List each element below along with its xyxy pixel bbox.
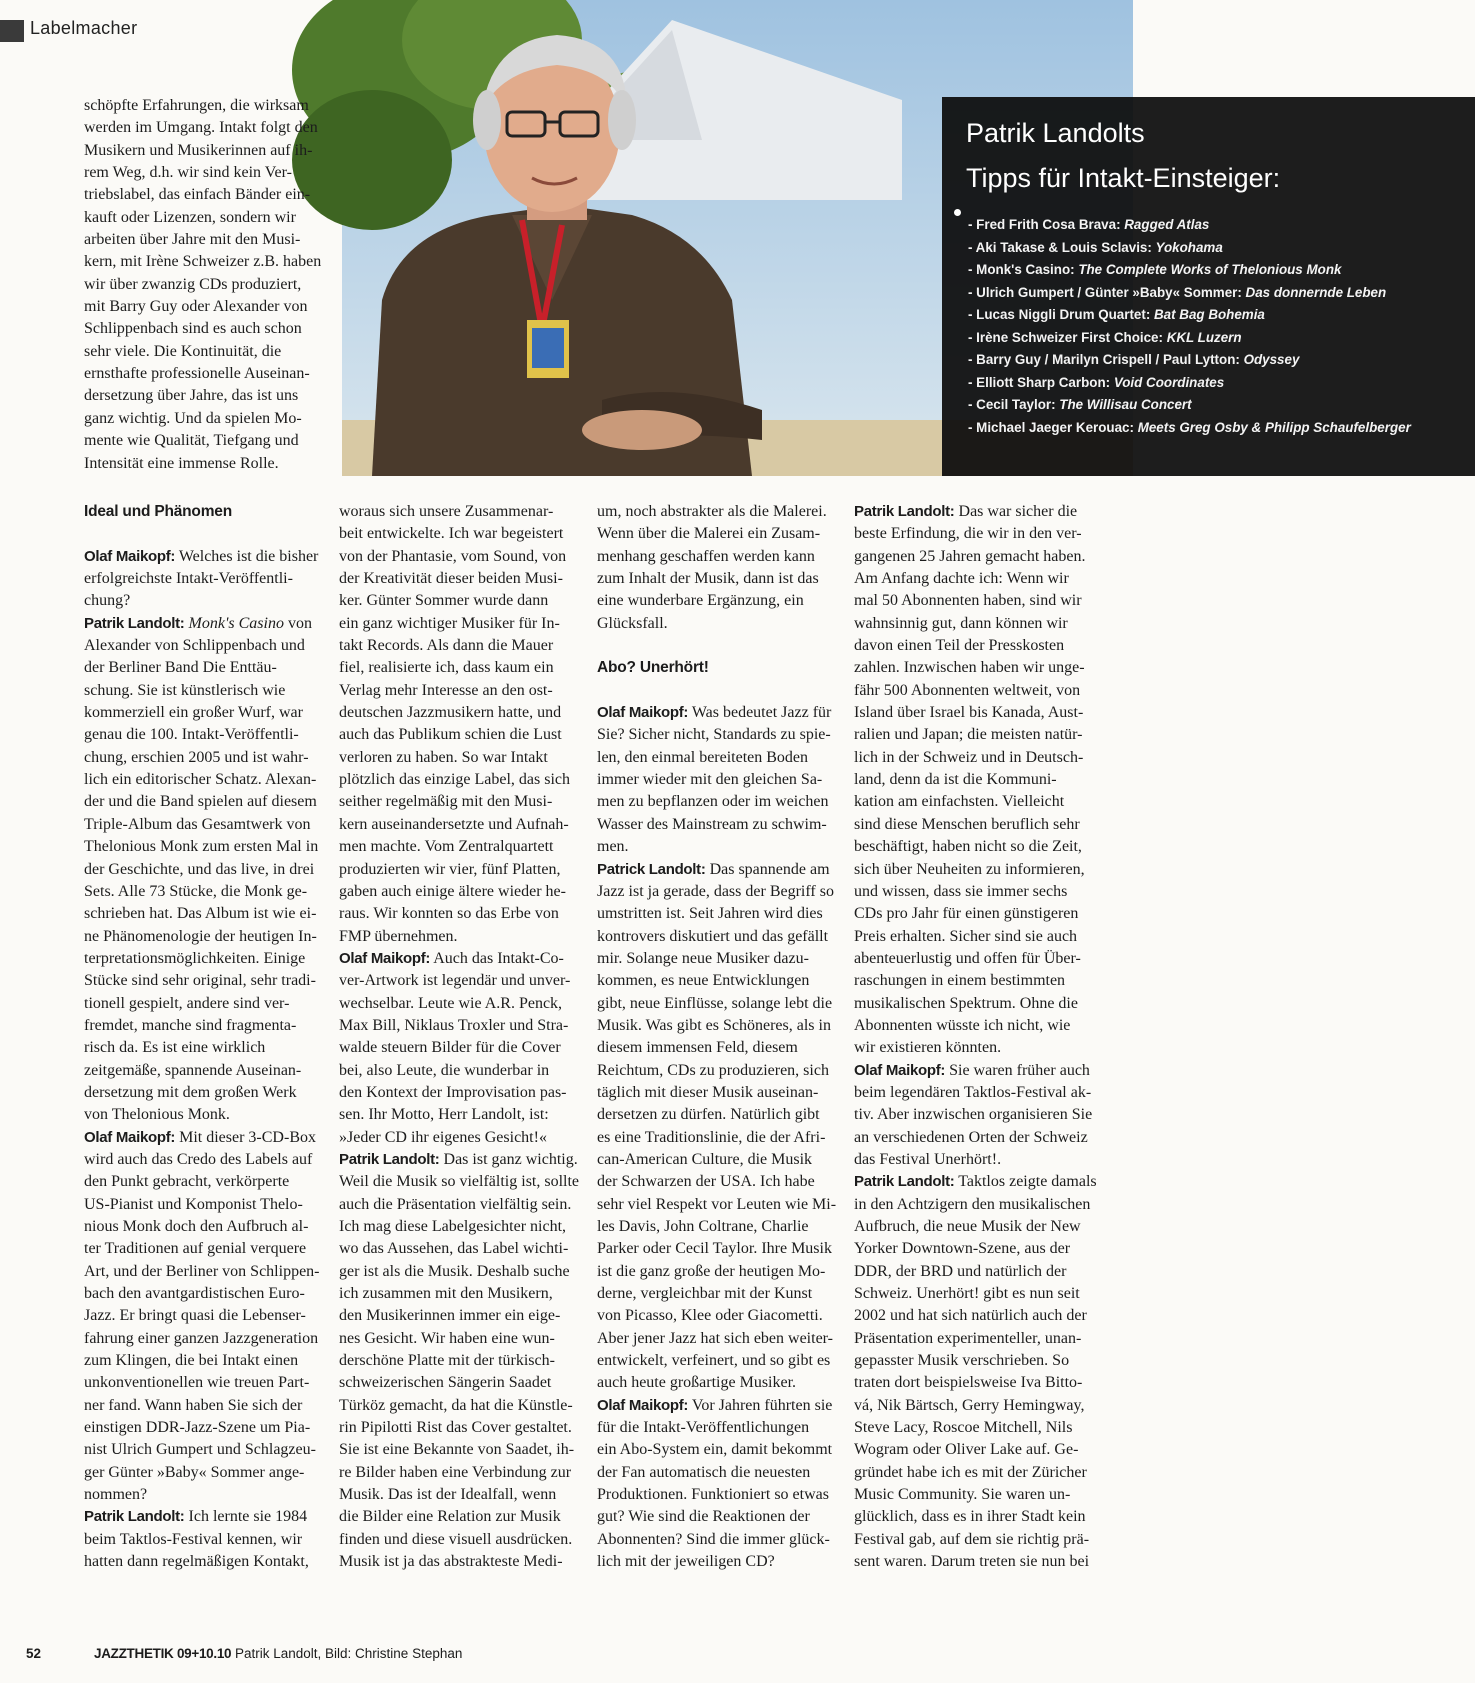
intro-text <box>84 95 329 475</box>
text-line: woraus sich unsere Zusammenar- <box>339 503 554 520</box>
text-line: deutschen Jazzmusikern hatte, und <box>339 704 562 722</box>
tips-item-artist: - Cecil Taylor: <box>968 397 1060 412</box>
text-line: umstritten ist. Seit Jahren wird dies <box>597 905 823 923</box>
text-line: nist Ulrich Gumpert und Schlagzeu- <box>84 1441 316 1459</box>
text-line: les Davis, John Coltrane, Charlie <box>597 1218 809 1235</box>
speaker-label: Patrik Landolt: <box>84 1508 185 1526</box>
text-line: Verlag mehr Interesse an den ost- <box>339 681 553 699</box>
tips-item-artist: - Fred Frith Cosa Brava: <box>968 217 1125 232</box>
section-label: Labelmacher <box>30 18 138 38</box>
text-line: gibt, neue Einflüsse, solange lebt die <box>597 994 833 1012</box>
tips-item-artist: - Monk's Casino: <box>968 262 1079 277</box>
text-line: Parker oder Cecil Taylor. Ihre Musik <box>597 1240 832 1258</box>
tips-title <box>966 111 1280 201</box>
text-run: Was bedeutet Jazz für <box>688 704 832 722</box>
text-line: unkonventionellen wie treuen Part- <box>84 1374 310 1392</box>
text-line: Sets. Alle 73 Stücke, die Monk ge- <box>84 882 308 900</box>
text-line: seither regelmäßig mit den Musi- <box>339 793 553 811</box>
tips-item <box>968 282 1411 305</box>
text-line: eine wunderbare Ergänzung, ein <box>597 592 804 610</box>
tips-item-work: The Complete Works of Thelonious Monk <box>1078 262 1342 277</box>
section-tab-marker <box>0 20 24 42</box>
question-text <box>339 970 584 1149</box>
text-line: ne Phänomenologie der heutigen In- <box>84 927 317 945</box>
text-line: der Berliner Band Die Enttäu- <box>84 659 277 677</box>
tips-item-work: Bat Bag Bohemia <box>1154 307 1265 322</box>
text-line: täglich mit dieser Musik auseinan- <box>597 1083 819 1101</box>
text-line: 2002 und hat sich natürlich auch der <box>854 1307 1087 1325</box>
text-line: tiv. Aber inzwischen organisieren Sie <box>854 1106 1093 1124</box>
text-line: Max Bill, Niklaus Troxler und Stra- <box>339 1016 569 1034</box>
text-line: kontrovers diskutiert und das gefällt <box>597 927 829 945</box>
tips-item-work: Odyssey <box>1243 352 1300 367</box>
text-line: auch die Präsentation vielfältig sein. <box>339 1195 572 1213</box>
text-line: menhang geschaffen werden kann <box>597 547 815 565</box>
article-column-4 <box>854 501 1099 1574</box>
text-line: Festival gab, auf dem sie richtig prä- <box>854 1530 1090 1548</box>
text-line: Wenn über die Malerei ein Zusam- <box>597 525 821 543</box>
page-number: 52 <box>26 1646 42 1661</box>
bullet-dot-icon <box>954 209 961 216</box>
text-line: Weil die Musik so vielfältig ist, sollte <box>339 1173 580 1191</box>
text-line: terpretationsmöglichkeiten. Einige <box>84 949 306 967</box>
text-line: der Schwarzen der USA. Ich habe <box>597 1173 815 1191</box>
text-line: land, denn da ist die Kommuni- <box>854 771 1057 789</box>
text-line: Reichtum, CDs zu produzieren, sich <box>597 1061 829 1079</box>
text-line: nes Gesicht. Wir haben eine wun- <box>339 1329 555 1347</box>
tips-item <box>968 214 1411 237</box>
text-line: rin Pipilotti Rist das Cover gestaltet. <box>339 1419 572 1437</box>
text-line: zum Klingen, die bei Intakt einen <box>84 1352 299 1370</box>
text-line: an verschiedenen Orten der Schweiz <box>854 1128 1088 1146</box>
text-line: Jazz ist ja gerade, dass der Begriff so <box>597 882 834 900</box>
tips-item <box>968 372 1411 395</box>
tips-item-work: The Willisau Concert <box>1059 397 1192 412</box>
text-line: lich mit der jeweiligen CD? <box>597 1553 775 1571</box>
text-line: raschungen in einem bestimmten <box>854 972 1066 990</box>
text-line: Jazz. Er bringt quasi die Lebenser- <box>84 1307 306 1325</box>
text-line: um, noch abstrakter als die Malerei. <box>597 503 827 520</box>
text-line: auch das Publikum schien die Lust <box>339 726 562 744</box>
text-line: takt Records. Als dann die Mauer <box>339 637 554 655</box>
text-line: beim legendären Taktlos-Festival ak- <box>854 1083 1092 1101</box>
text-line: der Kreativität dieser beiden Musi- <box>339 570 563 588</box>
text-line: den Punkt gebracht, verkörperte <box>84 1173 290 1191</box>
answer-text <box>854 523 1099 1059</box>
speaker-label: Olaf Maikopf: <box>597 1396 689 1414</box>
tips-list <box>968 214 1411 439</box>
text-line: und wissen, dass sie immer sechs <box>854 882 1068 900</box>
text-line: gaben auch einige ältere wieder he- <box>339 882 566 900</box>
text-line: Abonnenten wüsste ich nicht, wie <box>854 1016 1071 1034</box>
section-heading: Ideal und Phänomen <box>84 503 232 520</box>
text-line: auch heute großartige Musiker. <box>597 1374 797 1392</box>
text-line: ger Günter »Baby« Sommer ange- <box>84 1463 305 1481</box>
tips-item <box>968 394 1411 417</box>
tips-item <box>968 327 1411 350</box>
text-line: sehr viele. Die Kontinuität, die <box>84 342 282 360</box>
text-line: fiel, realisierte ich, dass kaum ein <box>339 659 554 677</box>
text-line: CDs pro Jahr für einen günstigeren <box>854 905 1079 923</box>
answer-first-line <box>854 1171 1099 1193</box>
text-line: der Fan automatisch die neuesten <box>597 1463 811 1481</box>
text-line: Wogram oder Oliver Lake auf. Ge- <box>854 1441 1079 1459</box>
album-title: Monk's Casino <box>184 614 284 632</box>
speaker-label: Patrik Landolt: <box>339 1150 440 1168</box>
answer-first-line <box>597 859 842 881</box>
photo-credit: Patrik Landolt, Bild: Christine Stephan <box>231 1646 463 1661</box>
text-line: walde steuern Bilder für die Cover <box>339 1039 561 1057</box>
text-line: fahrung einer ganzen Jazzgeneration <box>84 1329 319 1347</box>
text-line: Musik. Was gibt es Schöneres, als in <box>597 1016 831 1034</box>
text-line: Schlippenbach sind es auch schon <box>84 320 302 338</box>
text-line: dersetzung über Jahre, das ist uns <box>84 387 299 405</box>
text-line: wir über zwanzig CDs produziert, <box>84 275 302 293</box>
tips-box <box>942 97 1475 476</box>
tips-item <box>968 349 1411 372</box>
tips-item-artist: - Elliott Sharp Carbon: <box>968 374 1114 390</box>
question-text <box>597 1417 842 1573</box>
text-line: erfolgreichste Intakt-Veröffentli- <box>84 570 293 588</box>
text-line: abenteuerlustig und offen für Über- <box>854 949 1081 967</box>
text-line: Island über Israel bis Kanada, Aust- <box>854 704 1084 722</box>
text-line: rem Weg, d.h. wir sind kein Ver- <box>84 164 292 182</box>
text-line: Schweiz. Unerhört! gibt es nun seit <box>854 1285 1080 1303</box>
text-line: Ich mag diese Labelgesichter nicht, <box>339 1218 567 1235</box>
text-line: Musik. Das ist der Idealfall, wenn <box>339 1486 557 1504</box>
speaker-label: Olaf Maikopf: <box>854 1061 946 1079</box>
tips-item-work: KKL Luzern <box>1166 329 1242 345</box>
speaker-label: Olaf Maikopf: <box>597 704 689 722</box>
text-line: nommen? <box>84 1486 148 1504</box>
text-line: Music Community. Sie waren un- <box>854 1486 1071 1504</box>
text-line: men zu bepflanzen oder im weichen <box>597 793 829 811</box>
question-first-line <box>597 1395 842 1417</box>
text-line: can-American Culture, die Musik <box>597 1150 813 1168</box>
text-line: men machte. Vom Zentralquartett <box>339 838 554 856</box>
text-line: kommen, es neue Entwicklungen <box>597 972 810 990</box>
text-line: triebslabel, das einfach Bänder ein- <box>84 186 311 204</box>
speaker-label: Patrik Landolt: <box>854 1173 955 1191</box>
text-line: ker. Günter Sommer wurde dann <box>339 592 549 610</box>
text-run: Ich lernte sie 1984 <box>184 1508 308 1526</box>
text-line: fremdet, manche sind fragmenta- <box>84 1016 297 1034</box>
question-text <box>84 1149 329 1507</box>
text-line: vá, Nik Bärtsch, Gerry Hemingway, <box>854 1396 1085 1414</box>
text-line: den Kontext der Improvisation pas- <box>339 1083 567 1101</box>
text-line: diesem immensen Feld, diesem <box>597 1039 798 1057</box>
text-line: die Bilder eine Relation zur Musik <box>339 1508 561 1526</box>
answer-first-line <box>84 1506 329 1528</box>
text-line: beschäftigt, haben nicht so die Zeit, <box>854 838 1082 856</box>
tips-item-work: Ragged Atlas <box>1124 217 1210 232</box>
text-run: Taktlos zeigte damals <box>954 1173 1097 1191</box>
question-text <box>84 568 329 613</box>
tips-item-artist: - Irène Schweizer First Choice: <box>968 329 1167 345</box>
text-line: risch da. Es ist eine wirklich <box>84 1039 266 1057</box>
text-line: re Bilder haben eine Verbindung zur <box>339 1463 572 1481</box>
text-line: entwickelt, verfeinert, und so gibt es <box>597 1352 831 1370</box>
text-line: wo das Aussehen, das Label wichti- <box>339 1240 569 1258</box>
text-line: verloren zu haben. So war Intakt <box>339 748 548 766</box>
text-line: wahnsinnig gut, dann können wir <box>854 614 1068 632</box>
text-line: mente wie Qualität, Tiefgang und <box>84 432 299 450</box>
speaker-label: Patrick Landolt: <box>597 860 706 878</box>
text-line: gangenen 25 Jahren gemacht haben. <box>854 547 1086 565</box>
text-line: Preis erhalten. Sicher sind sie auch <box>854 927 1078 945</box>
text-line: Aber jener Jazz hat sich eben weiter- <box>597 1329 833 1347</box>
intro-column <box>84 95 329 475</box>
tips-item <box>968 304 1411 327</box>
text-line: sich über Neuheiten zu informieren, <box>854 860 1085 878</box>
text-line: Musikern und Musikerinnen auf ih- <box>84 141 313 159</box>
question-text <box>597 724 842 858</box>
text-line: Alexander von Schlippenbach und <box>84 637 305 655</box>
text-line: zahlen. Inzwischen haben wir unge- <box>854 659 1085 677</box>
text-line: für die Intakt-Veröffentlichungen <box>597 1419 810 1437</box>
text-line: der und die Band spielen auf diesem <box>84 793 317 811</box>
text-line: zeitgemäße, spannende Auseinan- <box>84 1061 302 1079</box>
text-line: werden im Umgang. Intakt folgt den <box>84 119 318 137</box>
article-column-2 <box>339 501 584 1574</box>
text-line: nious Monk doch den Aufbruch al- <box>84 1218 309 1235</box>
text-line: bach den avantgardistischen Euro- <box>84 1285 305 1303</box>
text-line: Wasser des Mainstream zu schwim- <box>597 815 827 833</box>
text-line: zum Inhalt der Musik, dann ist das <box>597 570 819 588</box>
text-line: ver-Artwork ist legendär und unver- <box>339 972 571 990</box>
text-line: Intensität eine immense Rolle. <box>84 454 279 472</box>
text-line: genau die 100. Intakt-Veröffentli- <box>84 726 299 744</box>
text-line: sind diese Menschen beruflich sehr <box>854 815 1080 833</box>
text-line: bei, also Leute, die wunderbar in <box>339 1061 550 1079</box>
text-line: Präsentation experimenteller, unan- <box>854 1329 1082 1347</box>
text-line: schung. Sie ist künstlerisch wie <box>84 681 286 699</box>
tips-item-artist: - Barry Guy / Marilyn Crispell / Paul Lytton: <box>968 352 1244 367</box>
text-line: schöpfte Erfahrungen, die wirksam <box>84 97 309 114</box>
text-line: DDR, der BRD und natürlich der <box>854 1262 1067 1280</box>
answer-text <box>854 1194 1099 1574</box>
text-line: glücklich, dass es in ihrer Stadt kein <box>854 1508 1086 1526</box>
text-line: schrieben hat. Das Album ist wie ei- <box>84 905 317 923</box>
text-line: men. <box>597 838 629 856</box>
text-line: produzierten wir vier, fünf Platten, <box>339 860 561 878</box>
text-line: chung? <box>84 592 131 610</box>
article-column-1 <box>84 501 329 1574</box>
text-line: derne, vergleichbar mit der Kunst <box>597 1285 813 1303</box>
text-line: Am Anfang dachte ich: Wenn wir <box>854 570 1069 588</box>
answer-text <box>339 501 584 948</box>
text-line: kern auseinandersetzte und Aufnah- <box>339 815 569 833</box>
question-first-line <box>339 948 584 970</box>
text-line: Art, und der Berliner von Schlippen- <box>84 1262 320 1280</box>
question-first-line <box>854 1060 1099 1082</box>
answer-text <box>84 635 329 1127</box>
speaker-label: Olaf Maikopf: <box>84 547 176 565</box>
text-line: sehr viel Respekt vor Leuten wie Mi- <box>597 1195 837 1213</box>
text-line: das Festival Unerhört!. <box>854 1150 1002 1168</box>
answer-first-line <box>854 501 1099 523</box>
question-first-line <box>597 702 842 724</box>
article-column-3 <box>597 501 842 1574</box>
text-line: hatten dann regelmäßigen Kontakt, <box>84 1553 309 1571</box>
text-line: fähr 500 Abonnenten weltweit, von <box>854 681 1081 699</box>
text-line: mir. Solange neue Musiker dazu- <box>597 949 809 967</box>
text-line: wir existieren könnten. <box>854 1039 1002 1057</box>
text-line: Thelonious Monk zum ersten Mal in <box>84 838 319 856</box>
tips-item <box>968 417 1411 440</box>
text-run: Mit dieser 3-CD-Box <box>175 1128 316 1146</box>
text-line: Produktionen. Funktioniert so etwas <box>597 1486 829 1504</box>
text-run: Vor Jahren führten sie <box>688 1396 833 1414</box>
text-run: Auch das Intakt-Co- <box>430 949 564 967</box>
text-line: chung, erschien 2005 und ist wahr- <box>84 748 309 766</box>
text-line: wird auch das Credo des Labels auf <box>84 1150 313 1168</box>
text-line: ner fand. Wann haben Sie sich der <box>84 1396 303 1414</box>
text-line: ein ganz wichtiger Musiker für In- <box>339 614 560 632</box>
text-line: US-Pianist und Komponist Thelo- <box>84 1195 303 1213</box>
text-line: sen. Ihr Motto, Herr Landolt, ist: <box>339 1106 549 1124</box>
text-line: finden und diese visuell ausdrücken. <box>339 1530 573 1548</box>
question-first-line <box>84 1127 329 1149</box>
magazine-issue: JAZZTHETIK 09+10.10 <box>94 1646 232 1661</box>
text-line: gut? Wie sind die Reaktionen der <box>597 1508 810 1526</box>
text-line: beim Taktlos-Festival kennen, wir <box>84 1530 303 1548</box>
text-line: »Jeder CD ihr eigenes Gesicht!« <box>339 1128 547 1146</box>
speaker-label: Olaf Maikopf: <box>339 949 431 967</box>
text-line: ist die ganz große der heutigen Mo- <box>597 1262 826 1280</box>
tips-item-artist: - Michael Jaeger Kerouac: <box>968 419 1138 435</box>
text-line: traten dort beispielsweise Iva Bitto- <box>854 1374 1083 1392</box>
text-line: lich in der Schweiz und in Deutsch- <box>854 748 1084 766</box>
text-line: mal 50 Abonnenten haben, sind wir <box>854 592 1082 610</box>
speaker-label: Olaf Maikopf: <box>84 1128 176 1146</box>
text-line: in den Achtzigern den musikalischen <box>854 1195 1091 1213</box>
text-line: plötzlich das einzige Label, das sich <box>339 771 571 789</box>
text-line: tionell gespielt, andere sind ver- <box>84 994 290 1012</box>
text-line: kation am einfachsten. Vielleicht <box>854 793 1065 811</box>
text-line: kauft oder Lizenzen, sondern wir <box>84 208 296 226</box>
text-line: wechselbar. Leute wie A.R. Penck, <box>339 994 563 1012</box>
question-first-line <box>84 546 329 568</box>
tips-item-artist: - Lucas Niggli Drum Quartet: <box>968 307 1154 322</box>
text-line: derschöne Platte mit der türkisch- <box>339 1352 555 1370</box>
text-run: Sie waren früher auch <box>945 1061 1090 1079</box>
text-line: ernsthafte professionelle Auseinan- <box>84 365 310 383</box>
text-run: von <box>283 614 312 632</box>
text-line: beit entwickelte. Ich war begeistert <box>339 525 564 543</box>
answer-first-line <box>339 1149 584 1171</box>
text-line: schweizerischen Sängerin Saadet <box>339 1374 552 1392</box>
answer-text <box>84 1529 329 1574</box>
text-line: raus. Wir konnten so das Erbe von <box>339 905 559 923</box>
text-line: Yorker Downtown-Szene, aus der <box>854 1240 1071 1258</box>
tips-item <box>968 237 1411 260</box>
text-line: ger ist als die Musik. Deshalb suche <box>339 1262 570 1280</box>
tips-title-line2: Tipps für Intakt-Einsteiger: <box>966 163 1281 193</box>
text-line: Sie? Sicher nicht, Standards zu spie- <box>597 726 831 744</box>
text-line: der Geschichte, und das live, in drei <box>84 860 315 878</box>
text-run: Das spannende am <box>705 860 830 878</box>
text-line: kern, mit Irène Schweizer z.B. haben <box>84 253 322 271</box>
text-line: den Musikerinnen immer ein eige- <box>339 1307 561 1325</box>
text-line: immer wieder mit den gleichen Sa- <box>597 771 823 789</box>
tips-item-artist: - Ulrich Gumpert / Günter »Baby« Sommer: <box>968 284 1246 300</box>
text-line: von Picasso, Klee oder Giacometti. <box>597 1307 823 1325</box>
tips-title-line1: Patrik Landolts <box>966 118 1145 148</box>
answer-text <box>339 1171 584 1573</box>
text-line: musikalischen Spektrum. Ohne die <box>854 994 1078 1012</box>
portrait-photo <box>342 0 1411 476</box>
tips-item-work: Das donnernde Leben <box>1245 284 1387 300</box>
text-line: ganz wichtig. Und da spielen Mo- <box>84 409 302 427</box>
text-run: Das ist ganz wichtig. <box>439 1150 578 1168</box>
text-line: beste Erfindung, die wir in den ver- <box>854 525 1082 543</box>
text-line: Türköz gemacht, da hat die Künstle- <box>339 1396 573 1414</box>
text-run: Das war sicher die <box>954 503 1078 520</box>
text-line: ich zusammen mit den Musikern, <box>339 1285 553 1303</box>
text-line: Glücksfall. <box>597 614 668 632</box>
answer-text <box>597 881 842 1395</box>
text-line: von Thelonious Monk. <box>84 1106 230 1124</box>
answer-text <box>597 501 842 635</box>
tips-item-work: Void Coordinates <box>1113 374 1225 390</box>
text-line: arbeiten über Jahre mit den Musi- <box>84 231 301 249</box>
text-line: ein Abo-System ein, damit bekommt <box>597 1441 833 1459</box>
text-run: Welches ist die bisher <box>175 547 319 565</box>
text-line: mit Barry Guy oder Alexander von <box>84 298 308 316</box>
text-line: von der Phantasie, vom Sound, von <box>339 547 567 565</box>
text-line: einstigen DDR-Jazz-Szene um Pia- <box>84 1419 311 1437</box>
text-line: Triple-Album das Gesamtwerk von <box>84 815 311 833</box>
question-text <box>854 1082 1099 1171</box>
text-line: lich ein editorischer Schatz. Alexan- <box>84 771 317 789</box>
tips-item <box>968 259 1411 282</box>
tips-item-artist: - Aki Takase & Louis Sclavis: <box>968 239 1156 255</box>
text-line: Musik ist ja das abstrakteste Medi- <box>339 1553 563 1571</box>
text-line: Aufbruch, die neue Musik der New <box>854 1218 1081 1235</box>
text-line: Steve Lacy, Roscoe Mitchell, Nils <box>854 1419 1073 1437</box>
text-line: gründet habe ich es mit der Züricher <box>854 1463 1087 1481</box>
text-line: FMP übernehmen. <box>339 927 458 945</box>
text-line: dersetzung mit dem großen Werk <box>84 1083 297 1101</box>
tips-item-work: Meets Greg Osby & Philipp Schaufelberger <box>1137 419 1411 435</box>
text-line: Stücke sind sehr original, sehr tradi- <box>84 972 316 990</box>
text-line: Abonnenten? Sind die immer glück- <box>597 1530 830 1548</box>
text-line: dersetzen zu dürfen. Natürlich gibt <box>597 1106 820 1124</box>
text-line: kommerziell ein großer Wurf, war <box>84 704 303 722</box>
text-line: sent waren. Darum treten sie nun bei <box>854 1553 1090 1571</box>
speaker-label: Patrik Landolt: <box>854 503 955 520</box>
tips-item-work: Yokohama <box>1155 239 1223 255</box>
section-heading: Abo? Unerhört! <box>597 659 709 677</box>
speaker-label: Patrik Landolt: <box>84 614 185 632</box>
text-line: es eine Traditionslinie, die der Afri- <box>597 1128 826 1146</box>
text-line: Sie ist eine Bekannte von Saadet, ih- <box>339 1441 575 1459</box>
text-line: ter Traditionen auf genial verquere <box>84 1240 307 1258</box>
footer-credit-line <box>94 1646 462 1661</box>
text-line: gepasster Musik verschrieben. So <box>854 1352 1070 1370</box>
text-line: len, den einmal bereiteten Boden <box>597 748 809 766</box>
text-line: ralien und Japan; die meisten natür- <box>854 726 1083 744</box>
text-line: davon einen Teil der Presskosten <box>854 637 1065 655</box>
answer-first-line <box>84 613 329 635</box>
